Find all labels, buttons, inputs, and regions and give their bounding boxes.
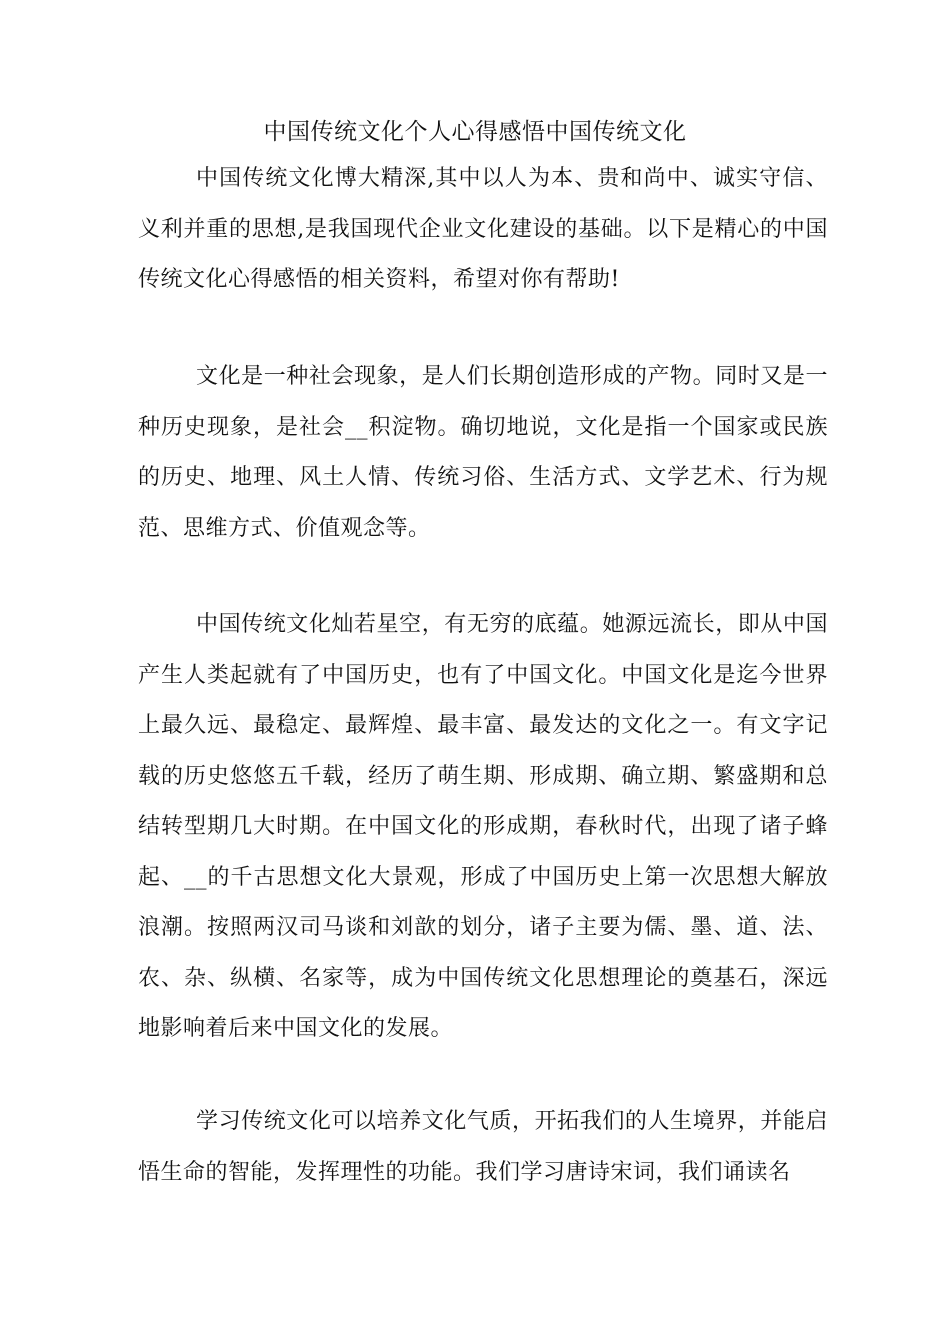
paragraph-intro: 中国传统文化博大精深,其中以人为本、贵和尚中、诚实守信、义利并重的思想,是我国现代企业文化建设的基础。以下是精心的中国传统文化心得感悟的相关资料，希望对你有帮助! [138, 166, 828, 292]
paragraph-culture-definition: 文化是一种社会现象，是人们长期创造形成的产物。同时又是一种历史现象，是社会__积淀物。确切地说，文化是指一个国家或民族的历史、地理、风土人情、传统习俗、生活方式、文学艺术、行为规范、思维方式、价值观念等。 [138, 364, 828, 541]
paragraph-history: 中国传统文化灿若星空，有无穷的底蕴。她源远流长，即从中国产生人类起就有了中国历史，也有了中国文化。中国文化是迄今世界上最久远、最稳定、最辉煌、最丰富、最发达的文化之一。有文字记载的历史悠悠五千载，经历了萌生期、形成期、确立期、繁盛期和总结转型期几大时期。在中国文化的形成期，春秋时代，出现了诸子蜂起、__的千古思想文化大景观，形成了中国历史上第一次思想大解放浪潮。按照两汉司马谈和刘歆的划分，诸子主要为儒、墨、道、法、农、杂、纵横、名家等，成为中国传统文化思想理论的奠基石，深远地影响着后来中国文化的发展。 [138, 612, 828, 1041]
paragraph-learning: 学习传统文化可以培养文化气质，开拓我们的人生境界，并能启悟生命的智能，发挥理性的功能。我们学习唐诗宋词，我们诵读名 [138, 1109, 828, 1185]
document-title: 中国传统文化个人心得感悟中国传统文化 [263, 119, 687, 145]
